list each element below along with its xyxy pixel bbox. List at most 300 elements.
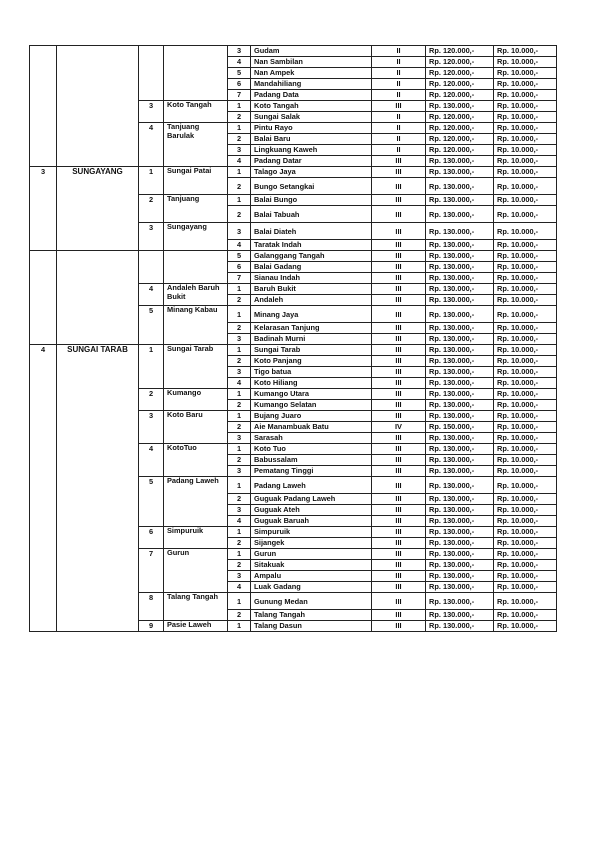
class-value: III: [372, 571, 426, 582]
fee-value: Rp. 10.000,-: [494, 306, 557, 323]
jorong-name: Balai Gadang: [251, 262, 372, 273]
nagari-number: 4: [139, 123, 164, 167]
jorong-name: Baruh Bukit: [251, 284, 372, 295]
jorong-name: Guguak Baruah: [251, 516, 372, 527]
jorong-name: Padang Datar: [251, 156, 372, 167]
jorong-name: Gunung Medan: [251, 593, 372, 610]
fee-value: Rp. 10.000,-: [494, 466, 557, 477]
price-value: Rp. 130.000,-: [426, 400, 494, 411]
kecamatan-name: [57, 251, 139, 345]
jorong-name: Sitakuak: [251, 560, 372, 571]
jorong-name: Sungai Salak: [251, 112, 372, 123]
price-value: Rp. 130.000,-: [426, 444, 494, 455]
price-value: Rp. 130.000,-: [426, 621, 494, 632]
nagari-name: Koto Tangah: [164, 101, 228, 123]
jorong-number: 1: [228, 123, 251, 134]
class-value: III: [372, 178, 426, 195]
fee-value: Rp. 10.000,-: [494, 262, 557, 273]
class-value: III: [372, 477, 426, 494]
nagari-number: 1: [139, 345, 164, 389]
table-row: [30, 345, 557, 356]
class-value: III: [372, 466, 426, 477]
jorong-number: 1: [228, 195, 251, 206]
price-value: Rp. 130.000,-: [426, 251, 494, 262]
price-value: Rp. 130.000,-: [426, 178, 494, 195]
class-value: III: [372, 295, 426, 306]
class-value: II: [372, 68, 426, 79]
class-value: III: [372, 538, 426, 549]
fee-value: Rp. 10.000,-: [494, 378, 557, 389]
jorong-number: 1: [228, 389, 251, 400]
price-value: Rp. 130.000,-: [426, 610, 494, 621]
jorong-name: Sungai Tarab: [251, 345, 372, 356]
kecamatan-number: [30, 46, 57, 167]
jorong-name: Aie Manambuak Batu: [251, 422, 372, 433]
jorong-number: 7: [228, 273, 251, 284]
nagari-name: Tanjuang: [164, 195, 228, 223]
class-value: III: [372, 400, 426, 411]
jorong-name: Nan Ampek: [251, 68, 372, 79]
jorong-number: 7: [228, 90, 251, 101]
nagari-name: Gurun: [164, 549, 228, 593]
price-value: Rp. 130.000,-: [426, 206, 494, 223]
jorong-number: 3: [228, 466, 251, 477]
class-value: III: [372, 621, 426, 632]
class-value: III: [372, 251, 426, 262]
price-value: Rp. 130.000,-: [426, 101, 494, 112]
jorong-number: 1: [228, 527, 251, 538]
price-value: Rp. 130.000,-: [426, 477, 494, 494]
jorong-name: Galanggang Tangah: [251, 251, 372, 262]
class-value: III: [372, 433, 426, 444]
jorong-name: Guguak Ateh: [251, 505, 372, 516]
nagari-name: Sungai Tarab: [164, 345, 228, 389]
class-value: III: [372, 516, 426, 527]
jorong-number: 3: [228, 571, 251, 582]
fee-value: Rp. 10.000,-: [494, 549, 557, 560]
price-value: Rp. 130.000,-: [426, 455, 494, 466]
fee-value: Rp. 10.000,-: [494, 145, 557, 156]
class-value: III: [372, 167, 426, 178]
price-value: Rp. 120.000,-: [426, 123, 494, 134]
jorong-number: 2: [228, 494, 251, 505]
fee-value: Rp. 10.000,-: [494, 560, 557, 571]
jorong-number: 1: [228, 345, 251, 356]
fee-value: Rp. 10.000,-: [494, 477, 557, 494]
class-value: III: [372, 306, 426, 323]
class-value: II: [372, 112, 426, 123]
price-value: Rp. 120.000,-: [426, 46, 494, 57]
jorong-number: 4: [228, 240, 251, 251]
jorong-name: Balai Baru: [251, 134, 372, 145]
jorong-name: Andaleh: [251, 295, 372, 306]
fee-value: Rp. 10.000,-: [494, 610, 557, 621]
class-value: II: [372, 79, 426, 90]
class-value: III: [372, 240, 426, 251]
nagari-number: 5: [139, 477, 164, 527]
rate-table-page: [29, 45, 556, 632]
jorong-number: 6: [228, 262, 251, 273]
price-value: Rp. 120.000,-: [426, 134, 494, 145]
price-value: Rp. 120.000,-: [426, 57, 494, 68]
jorong-name: Koto Hiliang: [251, 378, 372, 389]
nagari-name: KotoTuo: [164, 444, 228, 477]
jorong-name: Balai Tabuah: [251, 206, 372, 223]
rate-table: [29, 45, 557, 632]
price-value: Rp. 130.000,-: [426, 167, 494, 178]
jorong-number: 2: [228, 455, 251, 466]
price-value: Rp. 130.000,-: [426, 466, 494, 477]
nagari-name: Sungayang: [164, 223, 228, 251]
fee-value: Rp. 10.000,-: [494, 295, 557, 306]
fee-value: Rp. 10.000,-: [494, 101, 557, 112]
nagari-name: Sungai Patai: [164, 167, 228, 195]
jorong-name: Talang Tangah: [251, 610, 372, 621]
fee-value: Rp. 10.000,-: [494, 223, 557, 240]
table-row: [30, 167, 557, 178]
fee-value: Rp. 10.000,-: [494, 571, 557, 582]
jorong-number: 3: [228, 145, 251, 156]
jorong-name: Koto Tangah: [251, 101, 372, 112]
jorong-name: Kumango Utara: [251, 389, 372, 400]
fee-value: Rp. 10.000,-: [494, 400, 557, 411]
class-value: III: [372, 156, 426, 167]
jorong-number: 4: [228, 156, 251, 167]
jorong-name: Balai Diateh: [251, 223, 372, 240]
class-value: III: [372, 593, 426, 610]
price-value: Rp. 130.000,-: [426, 593, 494, 610]
jorong-name: Gudam: [251, 46, 372, 57]
nagari-name: Simpuruik: [164, 527, 228, 549]
jorong-number: 3: [228, 223, 251, 240]
jorong-name: Minang Jaya: [251, 306, 372, 323]
jorong-name: Simpuruik: [251, 527, 372, 538]
table-row: [30, 46, 557, 57]
price-value: Rp. 130.000,-: [426, 582, 494, 593]
price-value: Rp. 130.000,-: [426, 571, 494, 582]
fee-value: Rp. 10.000,-: [494, 46, 557, 57]
class-value: IV: [372, 422, 426, 433]
fee-value: Rp. 10.000,-: [494, 411, 557, 422]
jorong-number: 1: [228, 306, 251, 323]
class-value: III: [372, 323, 426, 334]
price-value: Rp. 120.000,-: [426, 68, 494, 79]
jorong-number: 2: [228, 112, 251, 123]
class-value: III: [372, 223, 426, 240]
fee-value: Rp. 10.000,-: [494, 345, 557, 356]
price-value: Rp. 130.000,-: [426, 549, 494, 560]
jorong-name: Pematang Tinggi: [251, 466, 372, 477]
fee-value: Rp. 10.000,-: [494, 68, 557, 79]
fee-value: Rp. 10.000,-: [494, 251, 557, 262]
price-value: Rp. 130.000,-: [426, 560, 494, 571]
fee-value: Rp. 10.000,-: [494, 621, 557, 632]
fee-value: Rp. 10.000,-: [494, 494, 557, 505]
price-value: Rp. 130.000,-: [426, 273, 494, 284]
jorong-number: 1: [228, 411, 251, 422]
jorong-name: Tigo batua: [251, 367, 372, 378]
nagari-name: Kumango: [164, 389, 228, 411]
fee-value: Rp. 10.000,-: [494, 582, 557, 593]
jorong-number: 1: [228, 284, 251, 295]
class-value: II: [372, 90, 426, 101]
table-body: [30, 46, 557, 632]
jorong-number: 2: [228, 178, 251, 195]
class-value: III: [372, 389, 426, 400]
class-value: III: [372, 610, 426, 621]
class-value: III: [372, 206, 426, 223]
price-value: Rp. 130.000,-: [426, 538, 494, 549]
class-value: III: [372, 367, 426, 378]
class-value: III: [372, 411, 426, 422]
nagari-name: Pasie Laweh: [164, 621, 228, 632]
jorong-name: Ampalu: [251, 571, 372, 582]
jorong-number: 3: [228, 433, 251, 444]
fee-value: Rp. 10.000,-: [494, 57, 557, 68]
class-value: III: [372, 273, 426, 284]
jorong-number: 2: [228, 134, 251, 145]
nagari-name: Talang Tangah: [164, 593, 228, 621]
jorong-number: 4: [228, 378, 251, 389]
fee-value: Rp. 10.000,-: [494, 527, 557, 538]
jorong-number: 3: [228, 334, 251, 345]
kecamatan-name: [57, 46, 139, 167]
price-value: Rp. 130.000,-: [426, 240, 494, 251]
fee-value: Rp. 10.000,-: [494, 367, 557, 378]
class-value: III: [372, 101, 426, 112]
price-value: Rp. 150.000,-: [426, 422, 494, 433]
class-value: III: [372, 378, 426, 389]
fee-value: Rp. 10.000,-: [494, 334, 557, 345]
jorong-number: 2: [228, 295, 251, 306]
fee-value: Rp. 10.000,-: [494, 516, 557, 527]
class-value: III: [372, 356, 426, 367]
class-value: III: [372, 505, 426, 516]
class-value: III: [372, 560, 426, 571]
nagari-number: 5: [139, 306, 164, 345]
nagari-number: [139, 46, 164, 101]
jorong-name: Badinah Murni: [251, 334, 372, 345]
nagari-name: Tanjuang Barulak: [164, 123, 228, 167]
class-value: III: [372, 345, 426, 356]
nagari-name: Andaleh Baruh Bukit: [164, 284, 228, 306]
jorong-name: Taratak Indah: [251, 240, 372, 251]
jorong-name: Bujang Juaro: [251, 411, 372, 422]
class-value: III: [372, 527, 426, 538]
jorong-name: Koto Tuo: [251, 444, 372, 455]
class-value: III: [372, 455, 426, 466]
price-value: Rp. 130.000,-: [426, 306, 494, 323]
jorong-number: 1: [228, 167, 251, 178]
nagari-number: 7: [139, 549, 164, 593]
class-value: II: [372, 46, 426, 57]
kecamatan-number: 3: [30, 167, 57, 251]
price-value: Rp. 130.000,-: [426, 411, 494, 422]
jorong-name: Padang Data: [251, 90, 372, 101]
nagari-name: [164, 251, 228, 284]
fee-value: Rp. 10.000,-: [494, 422, 557, 433]
price-value: Rp. 130.000,-: [426, 527, 494, 538]
fee-value: Rp. 10.000,-: [494, 240, 557, 251]
nagari-number: 6: [139, 527, 164, 549]
price-value: Rp. 130.000,-: [426, 195, 494, 206]
jorong-name: Talago Jaya: [251, 167, 372, 178]
fee-value: Rp. 10.000,-: [494, 112, 557, 123]
jorong-number: 2: [228, 538, 251, 549]
nagari-name: [164, 46, 228, 101]
jorong-name: Luak Gadang: [251, 582, 372, 593]
jorong-number: 1: [228, 477, 251, 494]
fee-value: Rp. 10.000,-: [494, 389, 557, 400]
jorong-name: Mandahiliang: [251, 79, 372, 90]
jorong-number: 5: [228, 251, 251, 262]
jorong-name: Gurun: [251, 549, 372, 560]
jorong-number: 2: [228, 206, 251, 223]
jorong-number: 1: [228, 444, 251, 455]
nagari-number: 3: [139, 411, 164, 444]
jorong-number: 1: [228, 101, 251, 112]
jorong-name: Koto Panjang: [251, 356, 372, 367]
jorong-number: 2: [228, 400, 251, 411]
nagari-name: Padang Laweh: [164, 477, 228, 527]
jorong-number: 3: [228, 505, 251, 516]
jorong-number: 4: [228, 57, 251, 68]
price-value: Rp. 130.000,-: [426, 262, 494, 273]
class-value: III: [372, 444, 426, 455]
jorong-number: 6: [228, 79, 251, 90]
nagari-number: 3: [139, 223, 164, 251]
price-value: Rp. 130.000,-: [426, 505, 494, 516]
fee-value: Rp. 10.000,-: [494, 284, 557, 295]
jorong-name: Padang Laweh: [251, 477, 372, 494]
fee-value: Rp. 10.000,-: [494, 178, 557, 195]
nagari-number: 1: [139, 167, 164, 195]
fee-value: Rp. 10.000,-: [494, 538, 557, 549]
fee-value: Rp. 10.000,-: [494, 505, 557, 516]
fee-value: Rp. 10.000,-: [494, 167, 557, 178]
table-row: [30, 251, 557, 262]
jorong-name: Nan Sambilan: [251, 57, 372, 68]
fee-value: Rp. 10.000,-: [494, 444, 557, 455]
jorong-name: Sijangek: [251, 538, 372, 549]
price-value: Rp. 130.000,-: [426, 389, 494, 400]
jorong-number: 2: [228, 356, 251, 367]
jorong-name: Guguak Padang Laweh: [251, 494, 372, 505]
fee-value: Rp. 10.000,-: [494, 593, 557, 610]
fee-value: Rp. 10.000,-: [494, 195, 557, 206]
fee-value: Rp. 10.000,-: [494, 273, 557, 284]
price-value: Rp. 130.000,-: [426, 284, 494, 295]
nagari-number: [139, 251, 164, 284]
jorong-name: Sarasah: [251, 433, 372, 444]
class-value: II: [372, 134, 426, 145]
jorong-number: 1: [228, 593, 251, 610]
jorong-name: Kelarasan Tanjung: [251, 323, 372, 334]
price-value: Rp. 130.000,-: [426, 433, 494, 444]
kecamatan-name: SUNGAYANG: [57, 167, 139, 251]
jorong-number: 5: [228, 68, 251, 79]
class-value: III: [372, 334, 426, 345]
jorong-name: Balai Bungo: [251, 195, 372, 206]
nagari-name: Koto Baru: [164, 411, 228, 444]
price-value: Rp. 120.000,-: [426, 145, 494, 156]
jorong-name: Sianau Indah: [251, 273, 372, 284]
fee-value: Rp. 10.000,-: [494, 356, 557, 367]
price-value: Rp. 130.000,-: [426, 378, 494, 389]
price-value: Rp. 120.000,-: [426, 112, 494, 123]
nagari-number: 4: [139, 284, 164, 306]
class-value: III: [372, 284, 426, 295]
nagari-name: Minang Kabau: [164, 306, 228, 345]
jorong-number: 4: [228, 582, 251, 593]
price-value: Rp. 130.000,-: [426, 334, 494, 345]
nagari-number: 9: [139, 621, 164, 632]
price-value: Rp. 130.000,-: [426, 345, 494, 356]
price-value: Rp. 120.000,-: [426, 90, 494, 101]
fee-value: Rp. 10.000,-: [494, 206, 557, 223]
jorong-name: Babussalam: [251, 455, 372, 466]
kecamatan-number: [30, 251, 57, 345]
class-value: II: [372, 57, 426, 68]
fee-value: Rp. 10.000,-: [494, 156, 557, 167]
nagari-number: 4: [139, 444, 164, 477]
fee-value: Rp. 10.000,-: [494, 455, 557, 466]
nagari-number: 2: [139, 389, 164, 411]
nagari-number: 8: [139, 593, 164, 621]
fee-value: Rp. 10.000,-: [494, 90, 557, 101]
price-value: Rp. 130.000,-: [426, 156, 494, 167]
price-value: Rp. 130.000,-: [426, 494, 494, 505]
price-value: Rp. 130.000,-: [426, 516, 494, 527]
class-value: III: [372, 494, 426, 505]
price-value: Rp. 130.000,-: [426, 356, 494, 367]
jorong-number: 2: [228, 560, 251, 571]
kecamatan-number: 4: [30, 345, 57, 632]
jorong-number: 1: [228, 621, 251, 632]
jorong-number: 3: [228, 367, 251, 378]
class-value: II: [372, 123, 426, 134]
nagari-number: 3: [139, 101, 164, 123]
price-value: Rp. 130.000,-: [426, 295, 494, 306]
price-value: Rp. 130.000,-: [426, 223, 494, 240]
fee-value: Rp. 10.000,-: [494, 79, 557, 90]
jorong-name: Talang Dasun: [251, 621, 372, 632]
jorong-number: 1: [228, 549, 251, 560]
class-value: III: [372, 195, 426, 206]
price-value: Rp. 130.000,-: [426, 323, 494, 334]
jorong-number: 2: [228, 323, 251, 334]
class-value: III: [372, 262, 426, 273]
price-value: Rp. 130.000,-: [426, 367, 494, 378]
jorong-name: Pintu Rayo: [251, 123, 372, 134]
fee-value: Rp. 10.000,-: [494, 323, 557, 334]
jorong-name: Kumango Selatan: [251, 400, 372, 411]
fee-value: Rp. 10.000,-: [494, 433, 557, 444]
price-value: Rp. 120.000,-: [426, 79, 494, 90]
nagari-number: 2: [139, 195, 164, 223]
fee-value: Rp. 10.000,-: [494, 123, 557, 134]
jorong-name: Lingkuang Kaweh: [251, 145, 372, 156]
jorong-number: 3: [228, 46, 251, 57]
fee-value: Rp. 10.000,-: [494, 134, 557, 145]
jorong-number: 2: [228, 610, 251, 621]
class-value: III: [372, 549, 426, 560]
class-value: III: [372, 582, 426, 593]
jorong-number: 2: [228, 422, 251, 433]
kecamatan-name: SUNGAI TARAB: [57, 345, 139, 632]
jorong-name: Bungo Setangkai: [251, 178, 372, 195]
jorong-number: 4: [228, 516, 251, 527]
